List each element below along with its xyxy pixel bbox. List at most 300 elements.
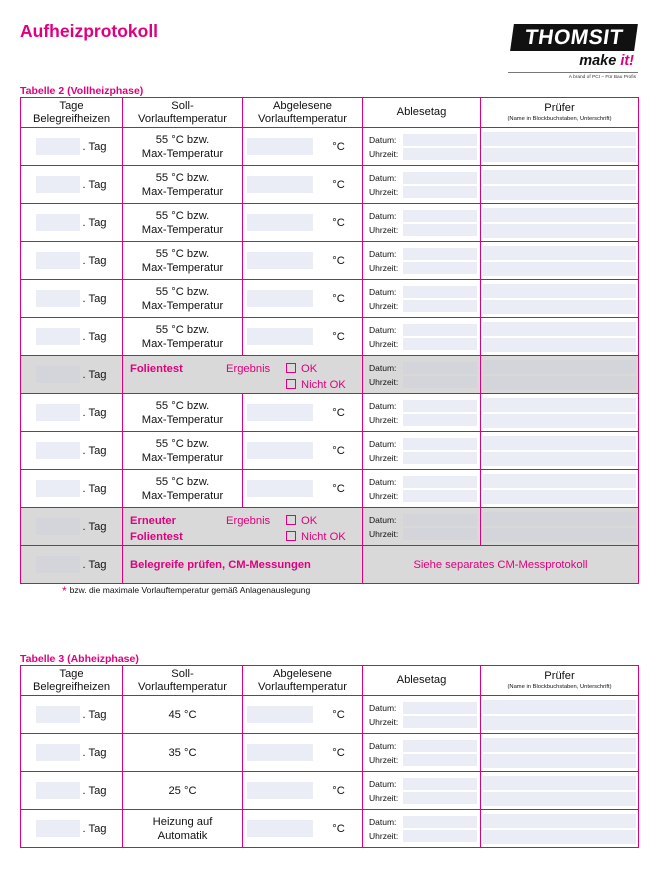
uhrzeit-input[interactable] — [403, 754, 477, 766]
pruefer-cell — [481, 280, 639, 318]
uhrzeit-input[interactable] — [403, 224, 477, 236]
tag-number-input[interactable] — [36, 518, 80, 535]
abgelesen-temp-input[interactable] — [247, 290, 313, 307]
tag-cell — [21, 810, 123, 848]
datum-input[interactable] — [403, 400, 477, 412]
tag-number-input[interactable] — [36, 744, 80, 761]
tag-cell — [21, 696, 123, 734]
header-abg-line2: Vorlauftemperatur — [258, 680, 347, 693]
uhrzeit-input[interactable] — [403, 490, 477, 502]
abgelesen-cell — [243, 280, 363, 318]
datum-input[interactable] — [403, 740, 477, 752]
pruefer-cell — [481, 772, 639, 810]
header-pruefer-sub: (Name in Blockbuchstaben, Unterschrift) — [507, 684, 612, 690]
ergebnis-label: Ergebnis — [226, 362, 271, 375]
pruefer-signature-input[interactable] — [483, 186, 636, 200]
abgelesen-temp-input[interactable] — [247, 480, 313, 497]
datum-label: Datum: — [369, 134, 397, 145]
pruefer-signature-input[interactable] — [483, 528, 636, 542]
datum-label: Datum: — [369, 172, 397, 183]
ablesetag-cell — [363, 128, 481, 166]
ok-checkbox[interactable] — [286, 363, 296, 373]
pruefer-signature-input[interactable] — [483, 716, 636, 730]
table2-title: Tabelle 2 (Vollheizphase) — [20, 85, 144, 97]
foil-result-options — [286, 361, 346, 393]
abgelesen-cell — [243, 318, 363, 356]
pruefer-name-input[interactable] — [483, 170, 636, 184]
soll-temp-cell — [123, 280, 243, 318]
tag-cell — [21, 470, 123, 508]
pruefer-cell — [481, 394, 639, 432]
abgelesen-temp-input[interactable] — [247, 744, 313, 761]
tag-number-input[interactable] — [36, 138, 80, 155]
tag-number-input[interactable] — [36, 556, 80, 573]
datum-input[interactable] — [403, 210, 477, 222]
header-tage-line2: Belegreifheizen — [32, 112, 111, 125]
uhrzeit-label: Uhrzeit: — [369, 224, 399, 235]
foil-label-line1: Folientest — [130, 362, 183, 375]
ok-option[interactable] — [286, 513, 346, 529]
datum-label: Datum: — [369, 248, 397, 259]
pruefer-name-input[interactable] — [483, 284, 636, 298]
header-soll-line1: Soll- — [171, 99, 194, 112]
soll-temp-line2: Max-Temperatur — [141, 223, 224, 236]
header-pruefer-label: Prüfer — [544, 670, 575, 682]
tag-number-input[interactable] — [36, 442, 80, 459]
uhrzeit-label: Uhrzeit: — [369, 186, 399, 197]
header-soll — [123, 666, 243, 696]
ablesetag-cell — [363, 508, 481, 546]
foil-test-label — [130, 513, 183, 545]
logo-divider — [508, 72, 638, 73]
soll-temp-line2: Max-Temperatur — [141, 337, 224, 350]
nicht-ok-option[interactable] — [286, 377, 346, 393]
ablesetag-cell — [363, 696, 481, 734]
header-abgelesen — [243, 666, 363, 696]
header-pruefer-sub: (Name in Blockbuchstaben, Unterschrift) — [507, 116, 612, 122]
datum-input[interactable] — [403, 476, 477, 488]
nicht-ok-checkbox[interactable] — [286, 379, 296, 389]
tag-suffix: . Tag — [82, 784, 107, 797]
ablesetag-cell — [363, 318, 481, 356]
uhrzeit-input[interactable] — [403, 452, 477, 464]
tag-cell — [21, 280, 123, 318]
soll-temp-line1: 25 °C — [168, 784, 197, 797]
abgelesen-temp-input[interactable] — [247, 820, 313, 837]
tag-number-input[interactable] — [36, 366, 80, 383]
datum-label: Datum: — [369, 210, 397, 221]
foil-test-row — [21, 508, 639, 546]
logo-tagline-it: it! — [620, 53, 634, 69]
foil-test-label — [130, 361, 183, 377]
tag-cell — [21, 356, 123, 394]
soll-temp-line2: Max-Temperatur — [141, 299, 224, 312]
tag-number-input[interactable] — [36, 782, 80, 799]
foil-test-cell — [123, 356, 363, 394]
header-ablesetag: Ablesetag — [363, 666, 481, 696]
uhrzeit-input[interactable] — [403, 300, 477, 312]
datum-input[interactable] — [403, 702, 477, 714]
uhrzeit-label: Uhrzeit: — [369, 300, 399, 311]
final-check-row — [21, 546, 639, 584]
tag-cell — [21, 394, 123, 432]
ok-option[interactable] — [286, 361, 346, 377]
degree-unit: °C — [332, 784, 345, 797]
header-pruefer — [481, 98, 639, 128]
pruefer-cell — [481, 128, 639, 166]
abgelesen-temp-input[interactable] — [247, 328, 313, 345]
datum-input[interactable] — [403, 438, 477, 450]
datum-label: Datum: — [369, 778, 397, 789]
uhrzeit-label: Uhrzeit: — [369, 830, 399, 841]
ablesetag-cell — [363, 432, 481, 470]
tag-suffix: . Tag — [82, 482, 107, 495]
tag-cell — [21, 508, 123, 546]
tag-suffix: . Tag — [82, 520, 107, 533]
uhrzeit-input[interactable] — [403, 528, 477, 540]
pruefer-signature-input[interactable] — [483, 414, 636, 428]
table-row — [21, 432, 639, 470]
soll-temp-line1: 55 °C bzw. — [155, 209, 210, 222]
ablesetag-cell — [363, 734, 481, 772]
uhrzeit-input[interactable] — [403, 716, 477, 728]
pruefer-name-input[interactable] — [483, 814, 636, 828]
datum-input[interactable] — [403, 362, 477, 374]
soll-temp-line1: 35 °C — [168, 746, 197, 759]
tag-suffix: . Tag — [82, 368, 107, 381]
pruefer-name-input[interactable] — [483, 776, 636, 790]
pruefer-cell — [481, 734, 639, 772]
tag-number-input[interactable] — [36, 176, 80, 193]
pruefer-signature-input[interactable] — [483, 300, 636, 314]
pruefer-name-input[interactable] — [483, 360, 636, 374]
foil-result-options — [286, 513, 346, 545]
uhrzeit-input[interactable] — [403, 376, 477, 388]
soll-temp-cell — [123, 128, 243, 166]
degree-unit: °C — [332, 482, 345, 495]
header-tage — [21, 666, 123, 696]
tag-suffix: . Tag — [82, 444, 107, 457]
soll-temp-cell — [123, 772, 243, 810]
degree-unit: °C — [332, 330, 345, 343]
abgelesen-temp-input[interactable] — [247, 214, 313, 231]
header-soll — [123, 98, 243, 128]
soll-temp-cell — [123, 242, 243, 280]
ergebnis-label: Ergebnis — [226, 514, 271, 527]
tag-suffix: . Tag — [82, 558, 107, 571]
datum-label: Datum: — [369, 740, 397, 751]
tag-suffix: . Tag — [82, 140, 107, 153]
ablesetag-cell — [363, 280, 481, 318]
pruefer-cell — [481, 432, 639, 470]
abgelesen-temp-input[interactable] — [247, 252, 313, 269]
ablesetag-cell — [363, 356, 481, 394]
pruefer-name-input[interactable] — [483, 512, 636, 526]
pruefer-signature-input[interactable] — [483, 490, 636, 504]
uhrzeit-input[interactable] — [403, 186, 477, 198]
table-row — [21, 204, 639, 242]
soll-temp-line2: Max-Temperatur — [141, 489, 224, 502]
footnote-text: bzw. die maximale Vorlauftemperatur gemäß Anlagenauslegung — [69, 585, 311, 595]
tag-suffix: . Tag — [82, 708, 107, 721]
soll-temp-line1: 55 °C bzw. — [155, 247, 210, 260]
pruefer-name-input[interactable] — [483, 738, 636, 752]
tag-cell — [21, 546, 123, 584]
uhrzeit-input[interactable] — [403, 792, 477, 804]
datum-label: Datum: — [369, 702, 397, 713]
datum-input[interactable] — [403, 816, 477, 828]
tag-number-input[interactable] — [36, 480, 80, 497]
tag-number-input[interactable] — [36, 328, 80, 345]
header-soll-line1: Soll- — [171, 667, 194, 680]
datum-input[interactable] — [403, 134, 477, 146]
tag-suffix: . Tag — [82, 292, 107, 305]
table3 — [20, 665, 639, 848]
datum-label: Datum: — [369, 476, 397, 487]
foil-test-cell — [123, 508, 363, 546]
table-row — [21, 470, 639, 508]
header-pruefer-label: Prüfer — [544, 102, 575, 114]
soll-temp-line2: Max-Temperatur — [141, 147, 224, 160]
abgelesen-temp-input[interactable] — [247, 442, 313, 459]
tag-cell — [21, 128, 123, 166]
table-row — [21, 734, 639, 772]
pruefer-cell — [481, 810, 639, 848]
tag-number-input[interactable] — [36, 290, 80, 307]
degree-unit: °C — [332, 254, 345, 267]
nicht-ok-label: Nicht OK — [301, 530, 346, 543]
abgelesen-cell — [243, 810, 363, 848]
soll-temp-line2: Max-Temperatur — [141, 185, 224, 198]
pruefer-name-input[interactable] — [483, 208, 636, 222]
degree-unit: °C — [332, 822, 345, 835]
thomsit-logo — [508, 24, 638, 80]
abgelesen-cell — [243, 432, 363, 470]
table-row — [21, 696, 639, 734]
soll-temp-line1: 55 °C bzw. — [155, 285, 210, 298]
uhrzeit-input[interactable] — [403, 414, 477, 426]
table-row — [21, 394, 639, 432]
pruefer-cell — [481, 696, 639, 734]
nicht-ok-option[interactable] — [286, 529, 346, 545]
ablesetag-cell — [363, 810, 481, 848]
datum-input[interactable] — [403, 172, 477, 184]
header-tage-line2: Belegreifheizen — [32, 680, 111, 693]
datum-label: Datum: — [369, 324, 397, 335]
tag-suffix: . Tag — [82, 216, 107, 229]
uhrzeit-label: Uhrzeit: — [369, 452, 399, 463]
ablesetag-cell — [363, 204, 481, 242]
pruefer-signature-input[interactable] — [483, 338, 636, 352]
uhrzeit-label: Uhrzeit: — [369, 490, 399, 501]
abgelesen-cell — [243, 204, 363, 242]
table-row — [21, 242, 639, 280]
uhrzeit-label: Uhrzeit: — [369, 528, 399, 539]
tag-suffix: . Tag — [82, 330, 107, 343]
uhrzeit-label: Uhrzeit: — [369, 262, 399, 273]
foil-label-line1: Erneuter — [130, 514, 177, 527]
foil-test-row — [21, 356, 639, 394]
pruefer-cell — [481, 508, 639, 546]
uhrzeit-label: Uhrzeit: — [369, 792, 399, 803]
uhrzeit-label: Uhrzeit: — [369, 414, 399, 425]
tag-cell — [21, 772, 123, 810]
pruefer-signature-input[interactable] — [483, 792, 636, 806]
table-row — [21, 318, 639, 356]
pruefer-cell — [481, 204, 639, 242]
soll-temp-line2: Max-Temperatur — [141, 451, 224, 464]
header-pruefer — [481, 666, 639, 696]
header-tage — [21, 98, 123, 128]
pruefer-cell — [481, 242, 639, 280]
pruefer-signature-input[interactable] — [483, 148, 636, 162]
degree-unit: °C — [332, 140, 345, 153]
soll-temp-line2: Max-Temperatur — [141, 261, 224, 274]
abgelesen-cell — [243, 128, 363, 166]
tag-number-input[interactable] — [36, 404, 80, 421]
abgelesen-temp-input[interactable] — [247, 706, 313, 723]
uhrzeit-label: Uhrzeit: — [369, 148, 399, 159]
pruefer-signature-input[interactable] — [483, 376, 636, 390]
datum-label: Datum: — [369, 514, 397, 525]
soll-temp-line1: 55 °C bzw. — [155, 323, 210, 336]
ablesetag-cell — [363, 242, 481, 280]
tag-suffix: . Tag — [82, 822, 107, 835]
datum-input[interactable] — [403, 324, 477, 336]
soll-temp-cell — [123, 204, 243, 242]
pruefer-name-input[interactable] — [483, 474, 636, 488]
tag-cell — [21, 166, 123, 204]
header-tage-line1: Tage — [59, 667, 84, 680]
nicht-ok-checkbox[interactable] — [286, 531, 296, 541]
header-abgelesen — [243, 98, 363, 128]
soll-temp-line2: Max-Temperatur — [141, 413, 224, 426]
logo-tagline-make: make — [579, 53, 621, 69]
pruefer-cell — [481, 356, 639, 394]
soll-temp-cell — [123, 810, 243, 848]
soll-temp-line1: 55 °C bzw. — [155, 399, 210, 412]
ablesetag-cell — [363, 394, 481, 432]
header-abg-line2: Vorlauftemperatur — [258, 112, 347, 125]
ablesetag-cell — [363, 772, 481, 810]
datum-label: Datum: — [369, 438, 397, 449]
abgelesen-temp-input[interactable] — [247, 404, 313, 421]
uhrzeit-input[interactable] — [403, 338, 477, 350]
ok-checkbox[interactable] — [286, 515, 296, 525]
soll-temp-line2: Automatik — [157, 829, 208, 842]
tag-cell — [21, 318, 123, 356]
datum-label: Datum: — [369, 286, 397, 297]
final-check-label: Belegreife prüfen, CM-Messungen — [130, 558, 311, 571]
tag-number-input[interactable] — [36, 706, 80, 723]
soll-temp-line1: 55 °C bzw. — [155, 437, 210, 450]
tag-cell — [21, 242, 123, 280]
degree-unit: °C — [332, 444, 345, 457]
pruefer-signature-input[interactable] — [483, 262, 636, 276]
uhrzeit-input[interactable] — [403, 262, 477, 274]
soll-temp-cell — [123, 734, 243, 772]
abgelesen-cell — [243, 394, 363, 432]
tag-number-input[interactable] — [36, 820, 80, 837]
datum-input[interactable] — [403, 514, 477, 526]
abgelesen-temp-input[interactable] — [247, 782, 313, 799]
tag-number-input[interactable] — [36, 252, 80, 269]
pruefer-name-input[interactable] — [483, 132, 636, 146]
datum-input[interactable] — [403, 248, 477, 260]
abgelesen-cell — [243, 696, 363, 734]
foil-label-line2: Folientest — [130, 530, 183, 543]
pruefer-name-input[interactable] — [483, 322, 636, 336]
table-row — [21, 280, 639, 318]
uhrzeit-label: Uhrzeit: — [369, 376, 399, 387]
tag-suffix: . Tag — [82, 178, 107, 191]
tag-cell — [21, 432, 123, 470]
table-row — [21, 166, 639, 204]
degree-unit: °C — [332, 746, 345, 759]
datum-input[interactable] — [403, 778, 477, 790]
cm-protocol-note: Siehe separates CM-Messprotokoll — [363, 546, 639, 584]
uhrzeit-input[interactable] — [403, 830, 477, 842]
pruefer-name-input[interactable] — [483, 700, 636, 714]
soll-temp-cell — [123, 432, 243, 470]
soll-temp-line1: 55 °C bzw. — [155, 133, 210, 146]
page-title: Aufheizprotokoll — [20, 21, 159, 41]
table2-header-row — [21, 98, 639, 128]
header-tage-line1: Tage — [59, 99, 84, 112]
table3-title: Tabelle 3 (Abheizphase) — [20, 653, 139, 665]
datum-input[interactable] — [403, 286, 477, 298]
pruefer-name-input[interactable] — [483, 436, 636, 450]
pruefer-signature-input[interactable] — [483, 452, 636, 466]
ablesetag-cell — [363, 470, 481, 508]
degree-unit: °C — [332, 178, 345, 191]
tag-cell — [21, 204, 123, 242]
abgelesen-cell — [243, 734, 363, 772]
tag-suffix: . Tag — [82, 406, 107, 419]
ok-label: OK — [301, 514, 318, 527]
datum-label: Datum: — [369, 816, 397, 827]
header-soll-line2: Vorlauftemperatur — [138, 112, 227, 125]
pruefer-signature-input[interactable] — [483, 830, 636, 844]
tag-suffix: . Tag — [82, 254, 107, 267]
soll-temp-cell — [123, 470, 243, 508]
table3-header-row — [21, 666, 639, 696]
tag-number-input[interactable] — [36, 214, 80, 231]
table-row — [21, 128, 639, 166]
abgelesen-temp-input[interactable] — [247, 176, 313, 193]
pruefer-name-input[interactable] — [483, 398, 636, 412]
logo-brand: THOMSIT — [510, 24, 638, 51]
ok-label: OK — [301, 362, 318, 375]
soll-temp-line1: 55 °C bzw. — [155, 475, 210, 488]
soll-temp-cell — [123, 318, 243, 356]
pruefer-signature-input[interactable] — [483, 224, 636, 238]
pruefer-name-input[interactable] — [483, 246, 636, 260]
pruefer-cell — [481, 318, 639, 356]
uhrzeit-input[interactable] — [403, 148, 477, 160]
header-soll-line2: Vorlauftemperatur — [138, 680, 227, 693]
table-row — [21, 810, 639, 848]
tag-suffix: . Tag — [82, 746, 107, 759]
tag-cell — [21, 734, 123, 772]
abgelesen-temp-input[interactable] — [247, 138, 313, 155]
degree-unit: °C — [332, 708, 345, 721]
uhrzeit-label: Uhrzeit: — [369, 754, 399, 765]
nicht-ok-label: Nicht OK — [301, 378, 346, 391]
table-row — [21, 772, 639, 810]
abgelesen-cell — [243, 242, 363, 280]
pruefer-signature-input[interactable] — [483, 754, 636, 768]
